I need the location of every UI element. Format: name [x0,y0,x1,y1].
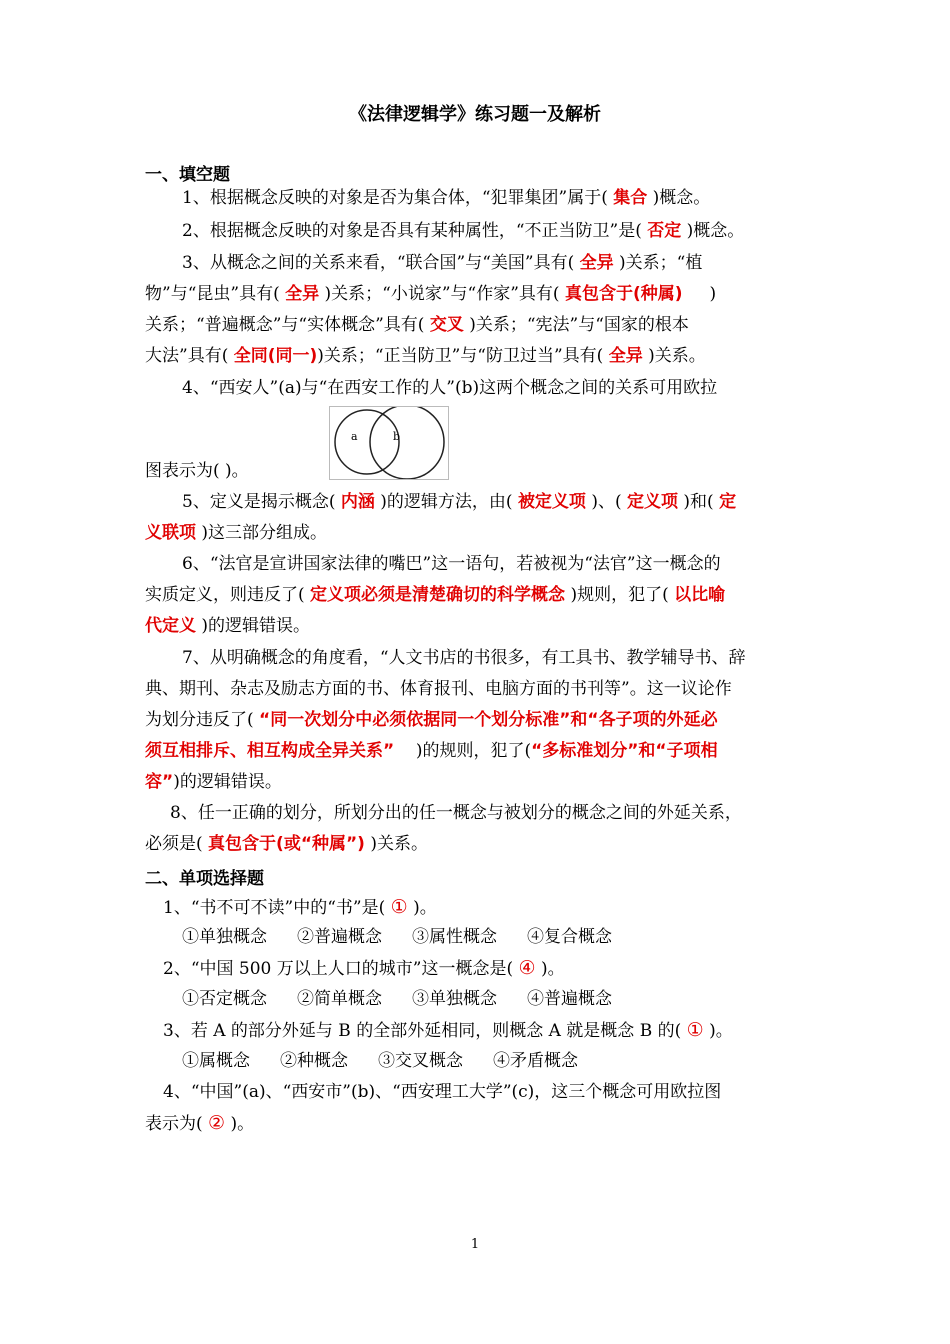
q4-line-2: 图表示为( )。 [145,461,249,481]
section-single-choice: 二、单项选择题 [145,869,264,889]
m2-options [182,987,642,1011]
m2-option-4: ④普遍概念 [527,989,612,1009]
section-fill-in-blank: 一、填空题 [145,165,230,185]
m1-option-2: ②普遍概念 [297,927,382,947]
m3-option-3: ③交叉概念 [378,1051,463,1071]
m1-option-4: ④复合概念 [527,927,612,947]
m2-answer: ④ [518,957,536,979]
m1-option-1: ①单独概念 [182,927,267,947]
m1-line: 1、“书不可不读”中的“书”是( ① )。 [163,896,437,918]
q7-line-5: 容”)的逻辑错误。 [145,772,282,792]
page-title: 《法律逻辑学》练习题一及解析 [349,104,601,125]
q7-line-2: 典、期刊、杂志及励志方面的书、体育报刊、电脑方面的书刊等”。这一议论作 [145,679,732,699]
m2-option-1: ①否定概念 [182,989,267,1009]
page-number: 1 [470,1237,480,1252]
q7-line-1: 7、从明确概念的角度看，“人文书店的书很多，有工具书、教学辅导书、辞 [182,648,746,668]
m1-answer: ① [390,896,408,918]
q2-line: 2、根据概念反映的对象是否具有某种属性，“不正当防卫”是( 否定 )概念。 [182,221,745,241]
m3-option-4: ④矛盾概念 [493,1051,578,1071]
m3-line: 3、若 A 的部分外延与 B 的全部外延相同，则概念 A 就是概念 B 的( ① )。 [163,1019,733,1041]
m3-answer: ① [686,1019,704,1041]
q4-line-1: 4、“西安人”(a)与“在西安工作的人”(b)这两个概念之间的关系可用欧拉 [182,378,718,398]
q5-line-1: 5、定义是揭示概念( 内涵 )的逻辑方法，由( 被定义项 )、( 定义项 )和( 定 [182,492,737,512]
q3-line-4: 大法”具有( 全同(同一))关系；“正当防卫”与“防卫过当”具有( 全异 )关系。 [145,346,706,366]
m4-answer: ② [208,1112,226,1134]
q8-line-2: 必须是( 真包含于(或“种属”) )关系。 [145,834,428,854]
q2-answer: 否定 [647,221,682,241]
m3-option-2: ②种概念 [280,1051,348,1071]
m2-option-2: ②简单概念 [297,989,382,1009]
m4-line-2: 表示为( ② )。 [145,1112,255,1134]
q1-line: 1、根据概念反映的对象是否为集合体，“犯罪集团”属于( 集合 )概念。 [182,188,711,208]
q3-line-3: 关系；“普遍概念”与“实体概念”具有( 交叉 )关系；“宪法”与“国家的根本 [145,315,689,335]
m2-line: 2、“中国 500 万以上人口的城市”这一概念是( ④ )。 [163,957,565,979]
q6-line-2: 实质定义，则违反了( 定义项必须是清楚确切的科学概念 )规则，犯了( 以比喻 [145,585,726,605]
m3-option-1: ①属概念 [182,1051,250,1071]
m3-options [182,1049,608,1073]
venn-label-a: a [351,430,358,443]
m2-option-3: ③单独概念 [412,989,497,1009]
venn-label-b: b [393,430,401,443]
m1-option-3: ③属性概念 [412,927,497,947]
q6-line-1: 6、“法官是宣讲国家法律的嘴巴”这一语句，若被视为“法官”这一概念的 [182,554,721,574]
q3-line-1: 3、从概念之间的关系来看，“联合国”与“美国”具有( 全异 )关系；“植 [182,253,703,273]
q1-answer: 集合 [613,188,648,208]
q5-line-2: 义联项 )这三部分组成。 [145,523,328,543]
m4-line-1: 4、“中国”(a)、“西安市”(b)、“西安理工大学”(c)，这三个概念可用欧拉图 [163,1082,722,1102]
q6-line-3: 代定义 )的逻辑错误。 [145,616,311,636]
q7-line-4: 须互相排斥、相互构成全异关系” )的规则，犯了(“多标准划分”和“子项相 [145,741,718,761]
m1-options [182,925,642,949]
q8-line-1: 8、任一正确的划分，所划分出的任一概念与被划分的概念之间的外延关系， [170,803,742,823]
q3-line-2: 物”与“昆虫”具有( 全异 )关系；“小说家”与“作家”具有( 真包含于(种属) ) [145,284,717,304]
q7-line-3: 为划分违反了( “同一次划分中必须依据同一个划分标准”和“各子项的外延必 [145,710,718,730]
